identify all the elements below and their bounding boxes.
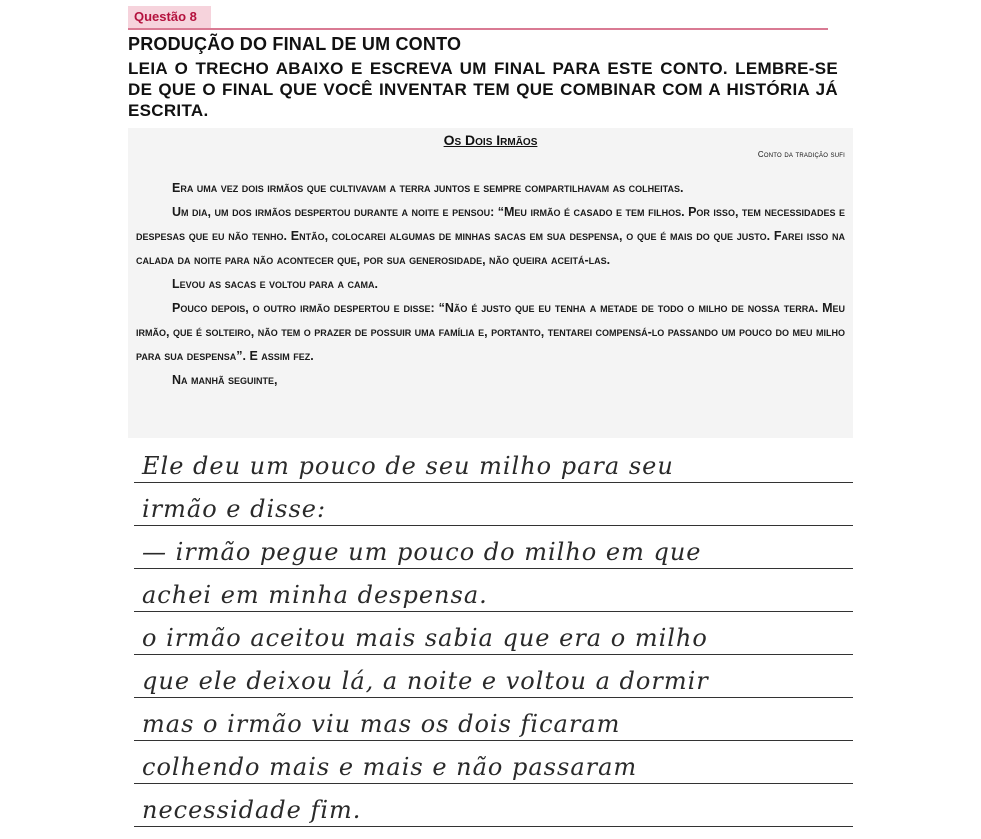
story-paragraph: Era uma vez dois irmãos que cultivavam a terra juntos e sempre compartilhavam as colheitas. (172, 181, 684, 195)
handwritten-text: o irmão aceitou mais sabia que era o milho (142, 624, 708, 652)
story-source: Conto da tradição sufi (757, 150, 845, 159)
story-paragraph: Na manhã seguinte, (172, 373, 278, 387)
answer-line (134, 526, 853, 569)
story-excerpt (128, 128, 853, 438)
answer-line (134, 741, 853, 784)
header-divider (128, 28, 828, 30)
story-paragraph: Pouco depois, o outro irmão despertou e disse: “Não é justo que eu tenha a metade de todo o milho de nossa terra. Meu irmão, que é solteiro, não tem o prazer de possuir uma família e, portanto, tentarei compensá-lo passando um pouco do meu milho para sua despensa”. E assim fez. (136, 301, 845, 363)
answer-line (134, 483, 853, 526)
story-paragraph: Um dia, um dos irmãos despertou durante a noite e pensou: “Meu irmão é casado e tem filhos. Por isso, tem necessidades e despesas que eu não tenho. Então, colocarei algumas de minhas sacas em sua despensa, o que é mais do que justo. Farei isso na calada da noite para não acontecer que, por sua generosidade, não queira aceitá-las. (136, 205, 845, 267)
handwritten-text: — irmão pegue um pouco do milho em que (142, 538, 702, 566)
handwritten-text: irmão e disse: (142, 495, 327, 523)
answer-line (134, 784, 853, 827)
section-title: PRODUÇÃO DO FINAL DE UM CONTO (128, 34, 462, 54)
answer-line (134, 440, 853, 483)
instructions-text: LEIA O TRECHO ABAIXO E ESCREVA UM FINAL PARA ESTE CONTO. LEMBRE-SE DE QUE O FINAL QUE VOCÊ INVENTAR TEM QUE COMBINAR COM A HISTÓRIA JÁ ESCRITA. (128, 59, 838, 120)
question-number-tag: Questão 8 (128, 6, 211, 28)
handwritten-text: mas o irmão viu mas os dois ficaram (142, 710, 621, 738)
answer-line (134, 569, 853, 612)
answer-line (134, 698, 853, 741)
story-body (136, 176, 845, 392)
story-title: Os Dois Irmãos (443, 132, 538, 148)
answer-line (134, 612, 853, 655)
handwritten-text: necessidade fim. (142, 796, 362, 824)
handwritten-text: que ele deixou lá, a noite e voltou a dormir (142, 667, 709, 695)
handwritten-answer-area (128, 440, 853, 835)
handwritten-text: achei em minha despensa. (142, 581, 488, 609)
handwritten-text: Ele deu um pouco de seu milho para seu (142, 452, 674, 480)
handwritten-text: colhendo mais e mais e não passaram (142, 753, 638, 781)
answer-line (134, 655, 853, 698)
story-paragraph: Levou as sacas e voltou para a cama. (172, 277, 378, 291)
